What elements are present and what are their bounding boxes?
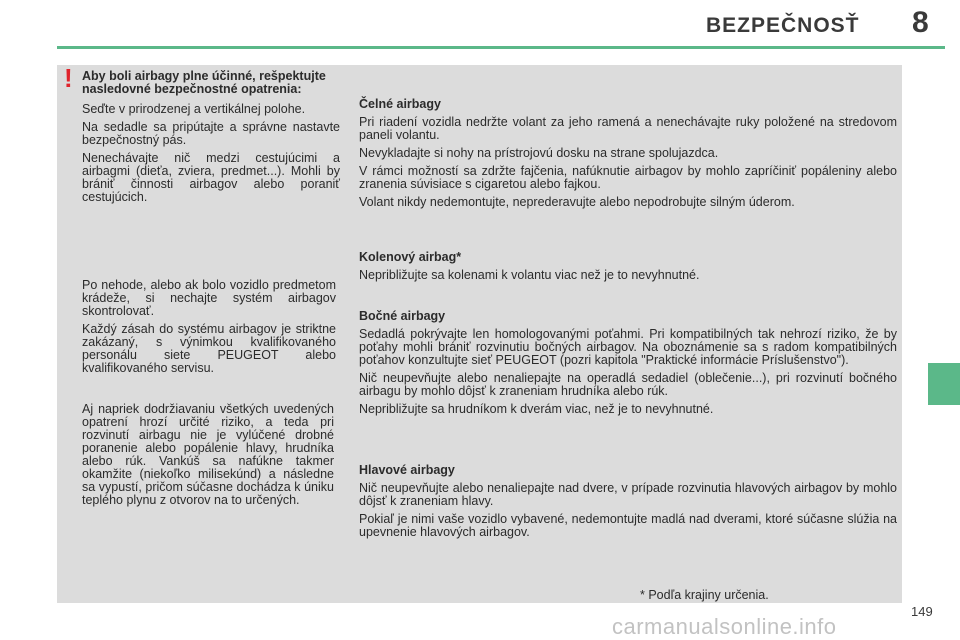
chapter-tab (928, 363, 960, 405)
section-paragraph: Nič neupevňujte alebo nenaliepajte nad dvere, v prípade rozvinutia hlavových airbagov by mohlo dôjsť k zraneniam hlavy. (359, 481, 897, 508)
left-column-block2 (82, 279, 336, 380)
warning-paragraph: Po nehode, alebo ak bolo vozidlo predmetom krádeže, si nechajte systém airbagov skontrolovať. (82, 278, 336, 318)
warning-lead: Aby boli airbagy plne účinné, rešpektujte nasledovné bezpečnostné opatrenia: (82, 69, 326, 96)
side-airbags-section (359, 310, 897, 421)
left-column-block3 (82, 403, 334, 512)
section-title: Hlavové airbagy (359, 463, 455, 477)
frontal-airbags-section (359, 98, 897, 214)
section-paragraph: Nevykladajte si nohy na prístrojovú dosku na strane spolujazdca. (359, 146, 719, 160)
section-paragraph: Nepribližujte sa hrudníkom k dverám viac, než je to nevyhnutné. (359, 402, 714, 416)
warning-paragraph: Každý zásah do systému airbagov je striktne zakázaný, s výnimkou kvalifikovaného personálu siete PEUGEOT alebo kvalifikovaného servisu. (82, 322, 336, 375)
section-paragraph: Nič neupevňujte alebo nenaliepajte na operadlá sedadiel (oblečenie...), pri rozvinutí bočného airbagu by mohlo dôjsť k zraneniam hrudníka alebo rúk. (359, 371, 897, 398)
section-title: Bočné airbagy (359, 309, 446, 323)
warning-paragraph: Nenechávajte nič medzi cestujúcimi a airbagmi (dieťa, zviera, predmet...). Mohli by brániť činnosti airbagov alebo poraniť cestujúcich. (82, 151, 340, 204)
section-paragraph: Sedadlá pokrývajte len homologovanými poťahmi. Pri kompatibilných tak nehrozí riziko, že by poťahy mohli brániť rozvinutiu bočných airbagov. Na oboznámenie sa s radom kompatibilných poťahov konzultujte sieť PEUGEOT (pozri kapitola "Praktické informácie Príslušenstvo"). (359, 327, 897, 367)
section-paragraph: Pri riadení vozidla nedržte volant za jeho ramená a nenechávajte ruky položené na stredovom paneli volantu. (359, 115, 897, 142)
head-airbags-section (359, 464, 897, 544)
section-paragraph: V rámci možností sa zdržte fajčenia, nafúknutie airbagov by mohlo zapríčiniť popáleniny alebo zranenia súvisiace s cigaretou alebo fajkou. (359, 164, 897, 191)
page-number: 149 (911, 604, 933, 619)
watermark: carmanualsonline.info (612, 614, 837, 639)
knee-airbag-section (359, 251, 897, 287)
page-title: BEZPEČNOSŤ (706, 14, 860, 37)
left-column (82, 70, 340, 209)
footnote: * Podľa krajiny určenia. (640, 588, 769, 602)
warning-paragraph: Aj napriek dodržiavaniu všetkých uvedených opatrení hrozí určité riziko, a teda pri rozvinutí airbagu nie je vylúčené drobné poranenie alebo popálenie hlavy, hrudníka alebo rúk. Vankúš sa nafúkne takmer okamžite (niekoľko milisekúnd) a následne sa vypustí, pričom súčasne dochádza k úniku teplého plynu z otvorov na to určených. (82, 402, 334, 507)
header-divider (57, 46, 945, 49)
section-paragraph: Pokiaľ je nimi vaše vozidlo vybavené, nedemontujte madlá nad dverami, ktoré súčasne slúžia na upevnenie hlavových airbagov. (359, 512, 897, 539)
section-title: Kolenový airbag* (359, 250, 462, 264)
warning-icon: ! (64, 63, 73, 93)
warning-paragraph: Na sedadle sa pripútajte a správne nastavte bezpečnostný pás. (82, 120, 340, 147)
section-paragraph: Volant nikdy nedemontujte, neprederavujte alebo nepodrobujte silným úderom. (359, 195, 795, 209)
warning-paragraph: Seďte v prirodzenej a vertikálnej polohe. (82, 102, 306, 116)
chapter-number: 8 (912, 6, 929, 39)
section-title: Čelné airbagy (359, 97, 441, 111)
section-paragraph: Nepribližujte sa kolenami k volantu viac než je to nevyhnutné. (359, 268, 700, 282)
